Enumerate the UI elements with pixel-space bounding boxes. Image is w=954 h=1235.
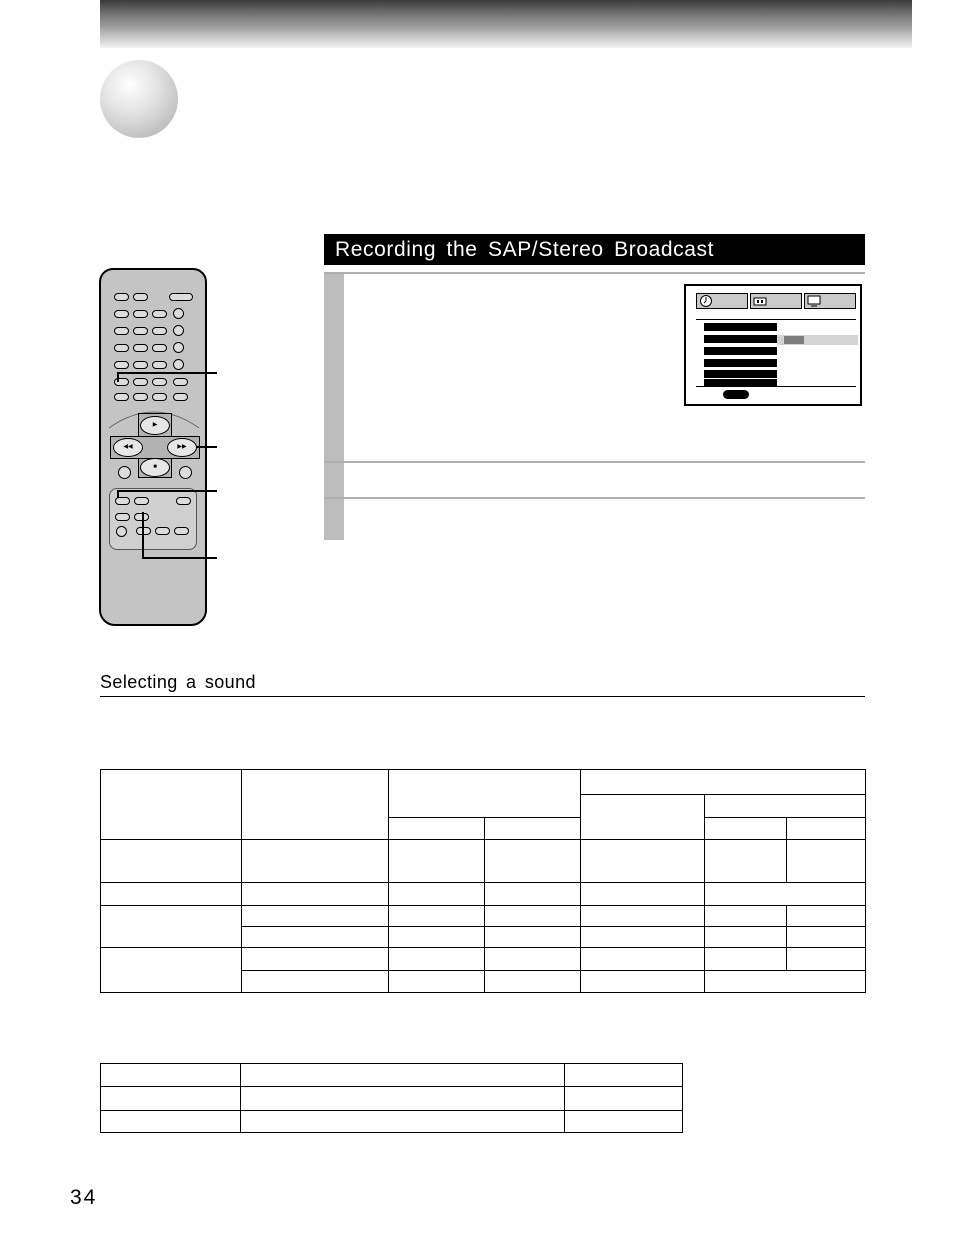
callout-line-4 <box>142 557 217 559</box>
subsection-rule <box>100 696 865 697</box>
remote-button <box>152 327 167 335</box>
osd-screen <box>684 284 862 406</box>
table-cell <box>389 906 485 927</box>
table-cell <box>787 948 866 971</box>
table-cell <box>242 883 389 906</box>
remote-button-rec <box>115 497 130 505</box>
remote-button <box>133 344 148 352</box>
slow-icon <box>118 466 131 479</box>
osd-tab-vcr <box>750 293 802 309</box>
table-row <box>101 906 866 927</box>
remote-control <box>99 268 207 626</box>
table-cell <box>787 840 866 883</box>
table-cell <box>101 770 242 840</box>
remote-button <box>133 378 148 386</box>
osd-tab-tv <box>804 293 856 309</box>
table-cell <box>485 948 581 971</box>
table-cell <box>581 948 705 971</box>
osd-bottom-line <box>696 386 856 387</box>
output-table <box>100 1063 683 1133</box>
remote-button <box>152 393 167 401</box>
table-row <box>101 948 866 971</box>
sound-selection-table <box>100 769 866 993</box>
remote-lower-panel <box>109 488 197 550</box>
table-cell <box>389 770 581 818</box>
table-cell <box>389 971 485 993</box>
callout-line-2 <box>196 446 217 448</box>
table-cell <box>787 927 866 948</box>
table-cell <box>705 971 866 993</box>
table-cell <box>581 795 705 840</box>
table-cell <box>705 948 787 971</box>
chevron-up-icon <box>173 308 184 319</box>
tv-icon <box>807 294 823 308</box>
table-cell <box>242 927 389 948</box>
page-number: 34 <box>70 1186 98 1209</box>
remote-button <box>152 378 167 386</box>
table-cell <box>485 971 581 993</box>
table-cell <box>242 770 389 840</box>
remote-button <box>176 497 191 505</box>
osd-highlight-value <box>784 336 804 344</box>
osd-tab-timer <box>696 293 748 309</box>
table-row <box>101 770 866 795</box>
remote-button <box>133 393 148 401</box>
osd-top-line <box>696 319 856 320</box>
remote-button <box>152 361 167 369</box>
table-row <box>101 840 866 883</box>
rewind-button-icon: ◀◀ <box>113 438 143 457</box>
osd-menu-bar-3 <box>704 347 777 355</box>
table-row <box>101 1087 683 1111</box>
table-cell <box>389 948 485 971</box>
chevron-down-icon <box>173 325 184 336</box>
table-cell <box>705 795 866 818</box>
remote-button <box>134 497 149 505</box>
remote-button <box>152 310 167 318</box>
table-cell <box>581 883 705 906</box>
table-cell <box>101 906 242 948</box>
remote-button <box>174 527 189 535</box>
step-3-rule <box>324 497 865 499</box>
chapter-circle-graphic <box>100 60 178 138</box>
table-cell <box>389 818 485 840</box>
table-cell <box>485 818 581 840</box>
table-cell <box>581 840 705 883</box>
pause-icon <box>179 466 192 479</box>
table-row <box>101 1064 683 1087</box>
subsection-title: Selecting a sound <box>100 672 256 692</box>
remote-button <box>133 361 148 369</box>
remote-button <box>173 378 188 386</box>
table-cell <box>242 906 389 927</box>
remote-button <box>114 293 129 301</box>
table-cell <box>101 1087 241 1111</box>
table-cell <box>242 971 389 993</box>
table-cell <box>565 1087 683 1111</box>
osd-menu-bar-4 <box>704 359 777 367</box>
table-cell <box>581 971 705 993</box>
table-cell <box>241 1087 565 1111</box>
callout-line-1 <box>117 372 217 374</box>
table-cell <box>581 927 705 948</box>
table-cell <box>705 927 787 948</box>
callout-line-4-vertical <box>142 512 144 559</box>
table-cell <box>389 927 485 948</box>
table-cell <box>485 883 581 906</box>
remote-button <box>173 393 188 401</box>
clock-icon <box>699 294 713 308</box>
osd-menu-bar-1 <box>704 323 777 331</box>
stop-button-icon: ■ <box>140 458 170 477</box>
osd-menu-bar-2 <box>704 335 777 343</box>
remote-button <box>115 513 130 521</box>
step-3-bar <box>324 499 344 540</box>
step-2-rule <box>324 461 865 463</box>
fast-forward-button-icon: ▶▶ <box>167 438 197 457</box>
table-cell <box>565 1064 683 1087</box>
table-cell <box>485 840 581 883</box>
osd-button-oval <box>723 390 749 399</box>
table-cell <box>705 883 866 906</box>
remote-button <box>169 293 193 301</box>
play-button-icon: ▶ <box>140 416 170 435</box>
section-title: Recording the SAP/Stereo Broadcast <box>324 234 865 265</box>
table-cell <box>242 948 389 971</box>
table-cell <box>787 818 866 840</box>
table-cell <box>101 1064 241 1087</box>
remote-button <box>133 327 148 335</box>
channel-down-icon <box>173 359 184 370</box>
table-cell <box>101 1111 241 1133</box>
header-band <box>100 0 912 48</box>
table-cell <box>242 840 389 883</box>
table-row <box>101 883 866 906</box>
callout-line-3 <box>117 490 217 492</box>
table-cell <box>705 840 787 883</box>
table-cell <box>389 840 485 883</box>
table-cell <box>241 1111 565 1133</box>
table-cell <box>485 906 581 927</box>
callout-line-3-drop <box>117 490 119 498</box>
remote-button <box>114 310 129 318</box>
remote-button <box>155 527 170 535</box>
remote-button <box>114 361 129 369</box>
step-1-rule <box>324 272 865 274</box>
remote-button <box>114 393 129 401</box>
remote-button <box>133 293 148 301</box>
table-cell <box>389 883 485 906</box>
callout-line-1-drop <box>117 372 119 382</box>
remote-button <box>152 344 167 352</box>
remote-button <box>114 344 129 352</box>
table-cell <box>241 1064 565 1087</box>
remote-button <box>114 327 129 335</box>
table-cell <box>705 818 787 840</box>
remote-button <box>133 310 148 318</box>
table-cell <box>101 883 242 906</box>
table-cell <box>581 906 705 927</box>
step-2-bar <box>324 463 344 498</box>
table-cell <box>485 927 581 948</box>
table-cell <box>101 840 242 883</box>
table-row <box>101 1111 683 1133</box>
table-cell <box>101 948 242 993</box>
osd-menu-bar-5 <box>704 370 777 378</box>
cassette-icon <box>753 295 769 307</box>
table-cell <box>705 906 787 927</box>
remote-button <box>116 526 127 537</box>
table-cell <box>787 906 866 927</box>
table-cell <box>581 770 866 795</box>
table-cell <box>565 1111 683 1133</box>
step-1-bar <box>324 274 344 462</box>
channel-up-icon <box>173 342 184 353</box>
